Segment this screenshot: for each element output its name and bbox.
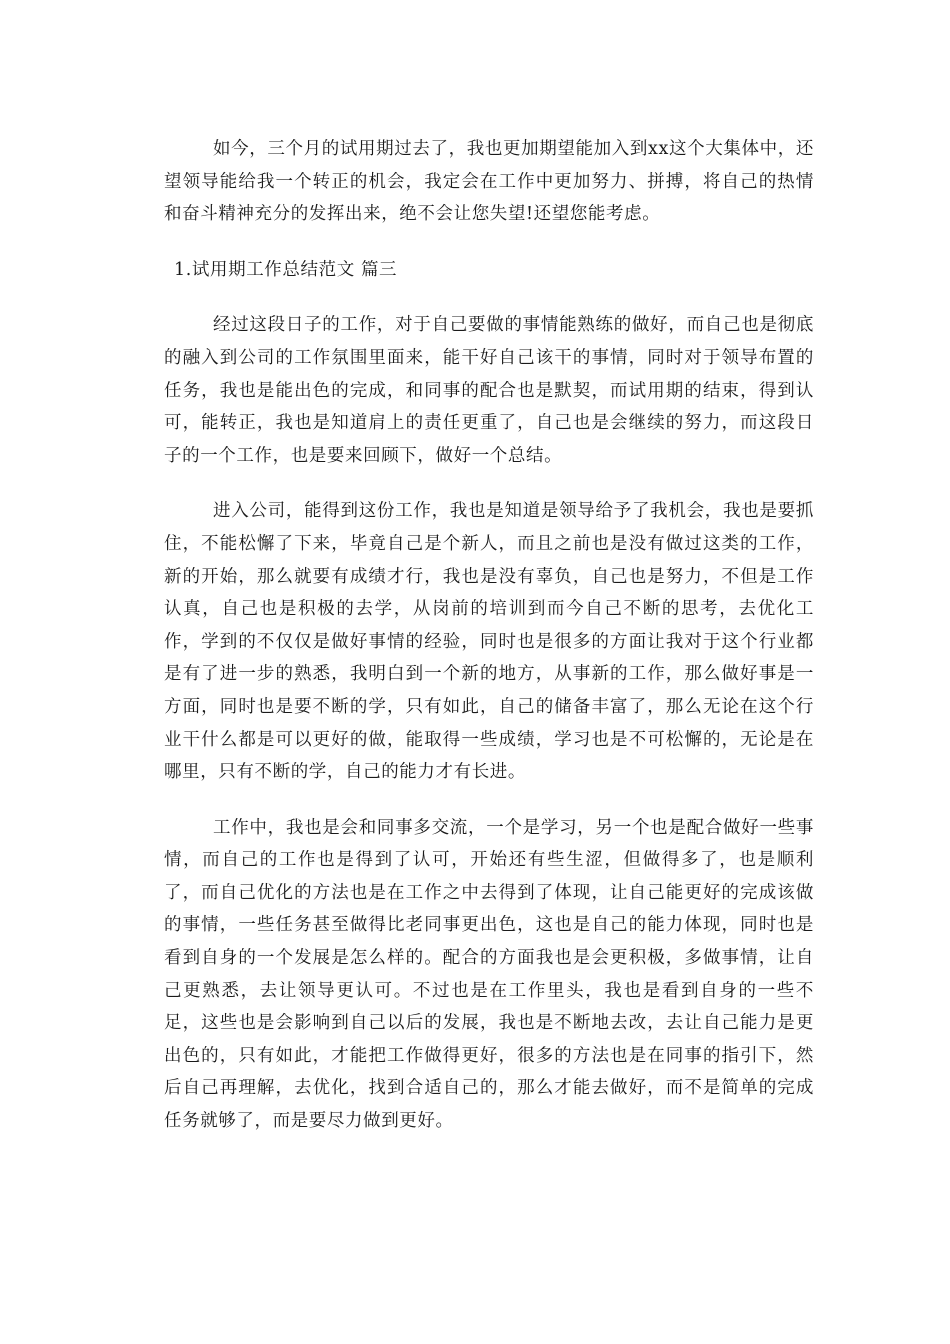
body-paragraph-1: 经过这段日子的工作，对于自己要做的事情能熟练的做好，而自己也是彻底的融入到公司的工作氛围里面来，能干好自己该干的事情，同时对于领导布置的任务，我也是能出色的完成，和同事的配合也是默契，而试用期的结束，得到认可，能转正，我也是知道肩上的责任更重了，自己也是会继续的努力，而这段日子的一个工作，也是要来回顾下，做好一个总结。 bbox=[164, 315, 814, 466]
intro-paragraph: 如今，三个月的试用期过去了，我也更加期望能加入到xx这个大集体中，还望领导能给我一个转正的机会，我定会在工作中更加努力、拼搏，将自己的热情和奋斗精神充分的发挥出来，绝不会让您失望!还望您能考虑。 bbox=[164, 139, 814, 225]
body-paragraph-3: 工作中，我也是会和同事多交流，一个是学习，另一个也是配合做好一些事情，而自己的工作也是得到了认可，开始还有些生涩，但做得多了，也是顺利了，而自己优化的方法也是在工作之中去得到了体现，让自己能更好的完成该做的事情，一些任务甚至做得比老同事更出色，这也是自己的能力体现，同时也是看到自身的一个发展是怎么样的。配合的方面我也是会更积极，多做事情，让自己更熟悉，去让领导更认可。不过也是在工作里头，我也是看到自身的一些不足，这些也是会影响到自己以后的发展，我也是不断地去改，去让自己能力是更出色的，只有如此，才能把工作做得更好，很多的方法也是在同事的指引下，然后自己再理解，去优化，找到合适自己的，那么才能去做好，而不是简单的完成任务就够了，而是要尽力做到更好。 bbox=[164, 817, 814, 1132]
body-paragraph-2: 进入公司，能得到这份工作，我也是知道是领导给予了我机会，我也是要抓住，不能松懈了下来，毕竟自己是个新人，而且之前也是没有做过这类的工作，新的开始，那么就要有成绩才行，我也是没有辜负，自己也是努力，不但是工作认真，自己也是积极的去学，从岗前的培训到而今自己不断的思考，去优化工作，学到的不仅仅是做好事情的经验，同时也是很多的方面让我对于这个行业都是有了进一步的熟悉，我明白到一个新的地方，从事新的工作，那么做好事是一方面，同时也是要不断的学，只有如此，自己的储备丰富了，那么无论在这个行业干什么都是可以更好的做，能取得一些成绩，学习也是不可松懈的，无论是在哪里，只有不断的学，自己的能力才有长进。 bbox=[164, 501, 814, 783]
section-heading: 1.试用期工作总结范文 篇三 bbox=[174, 259, 398, 280]
document-body bbox=[164, 133, 814, 1138]
